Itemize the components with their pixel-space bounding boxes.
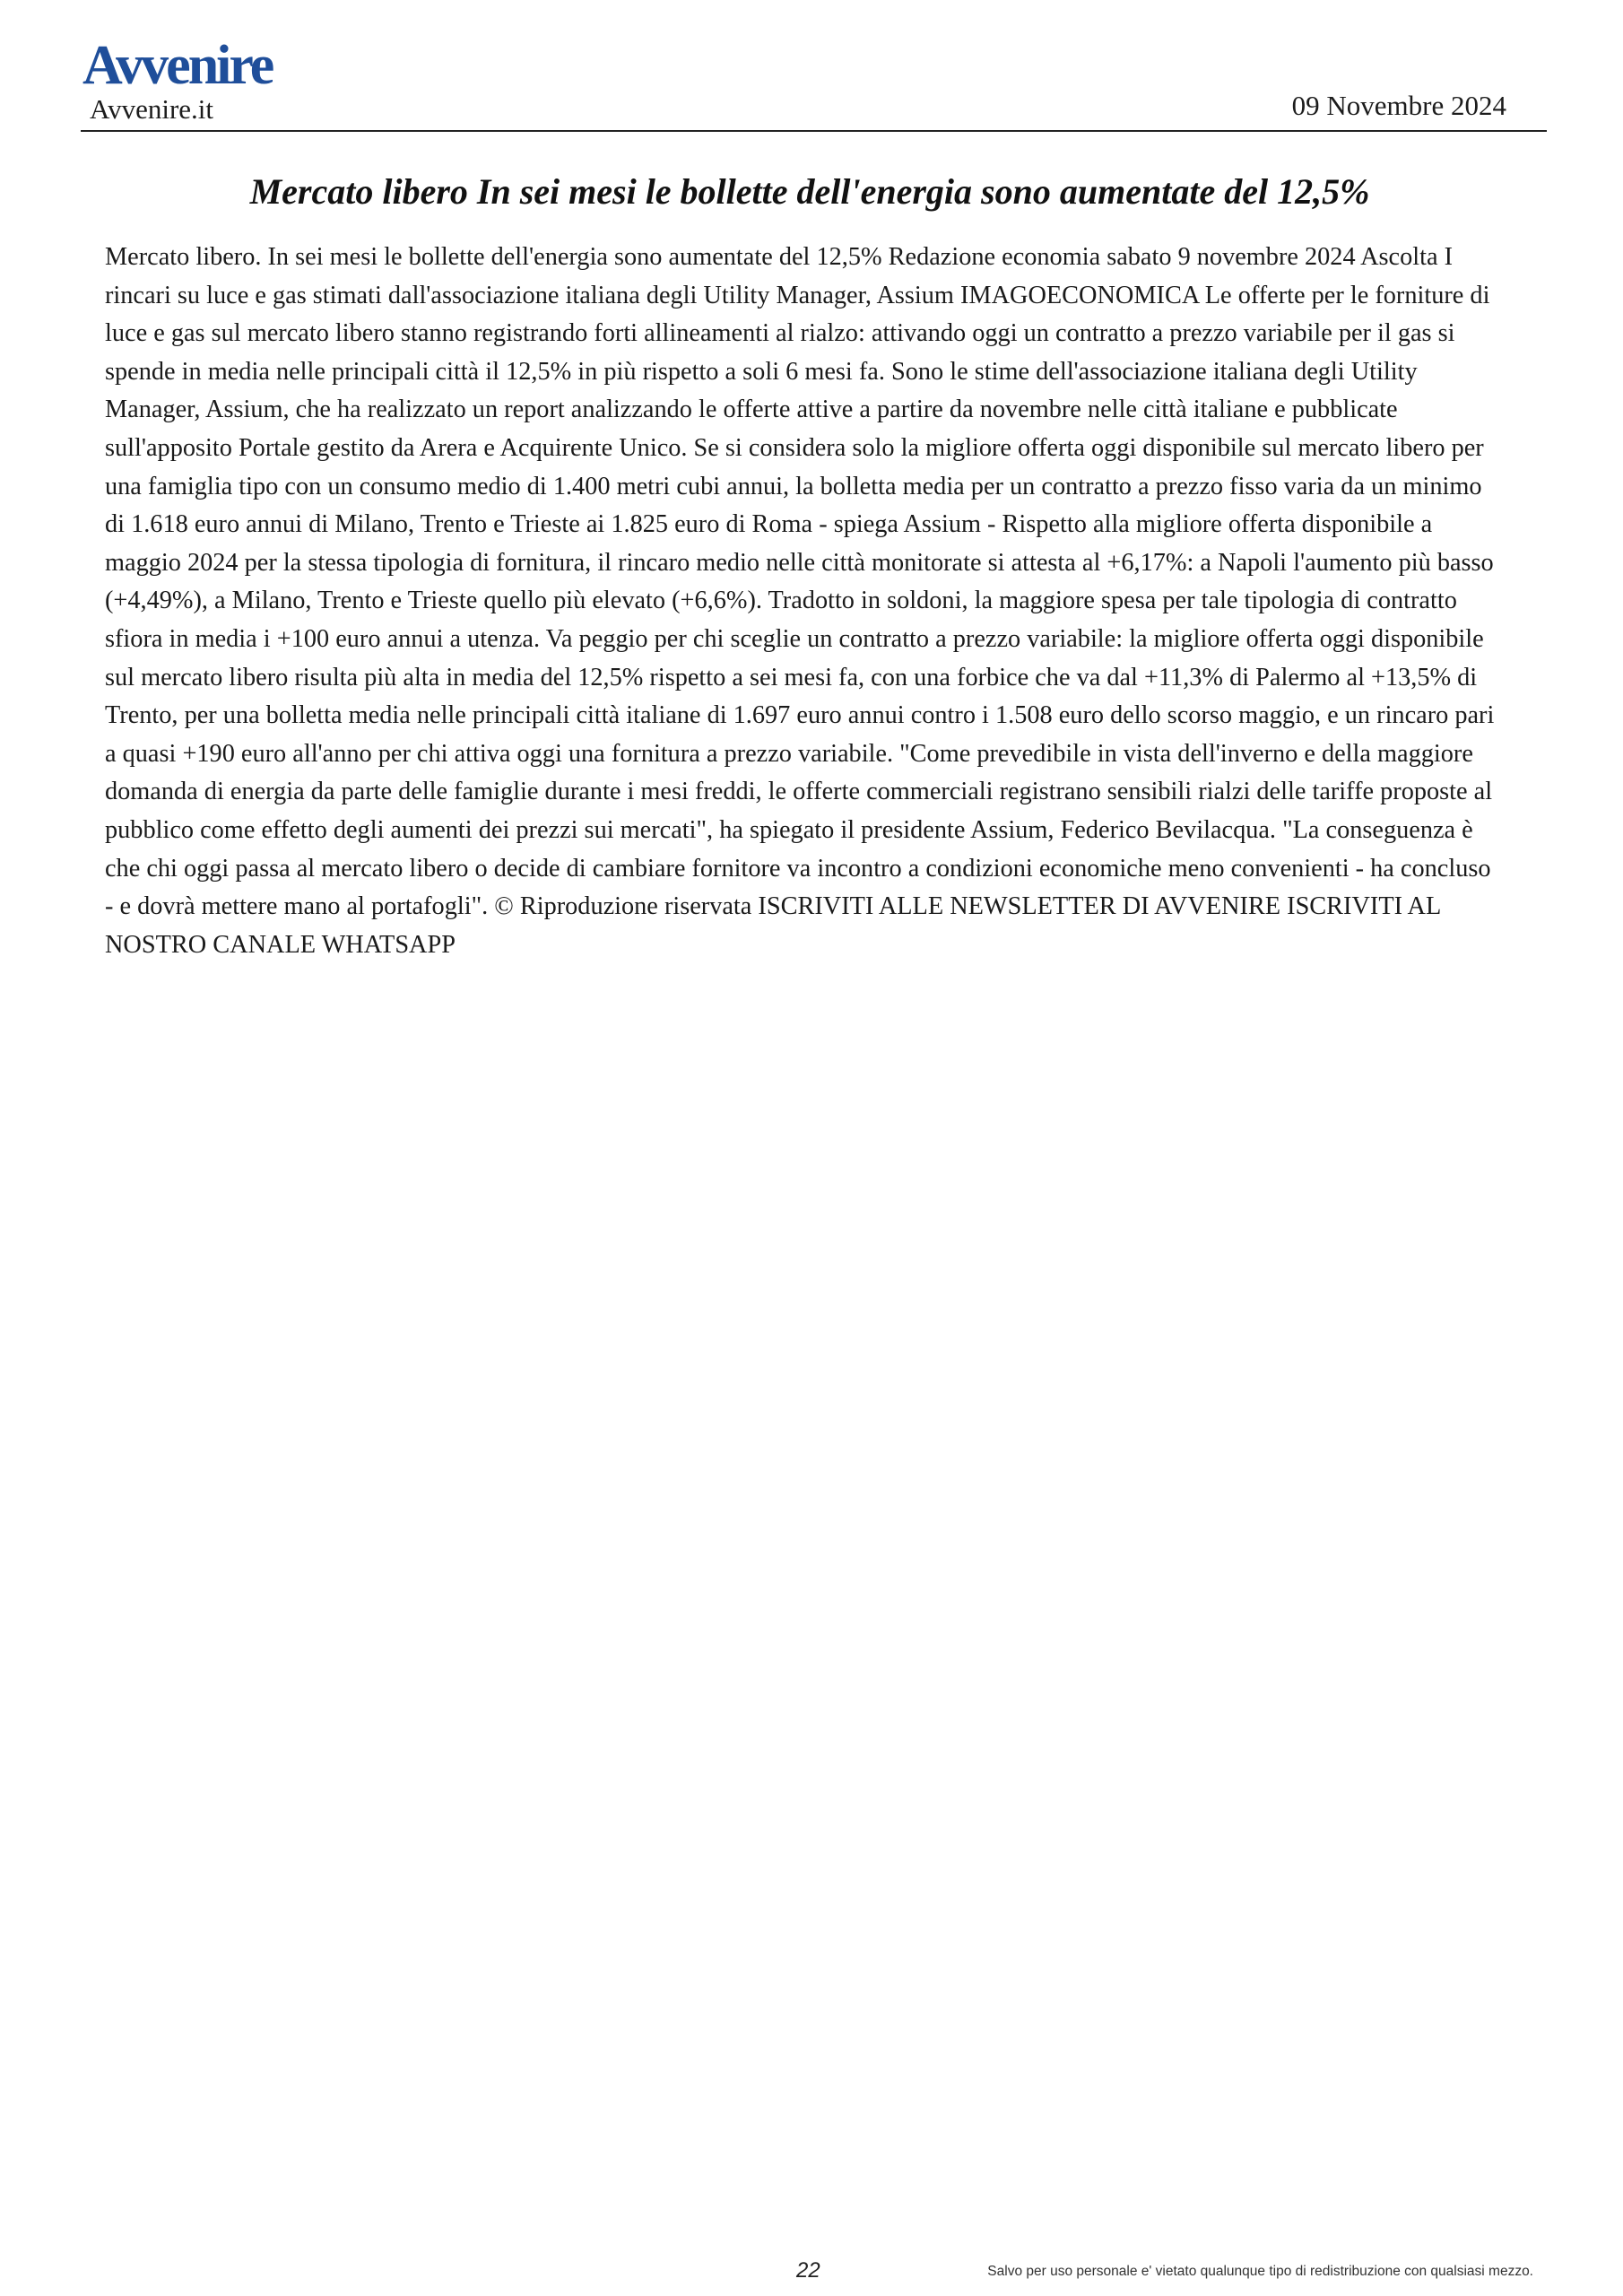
page-number: 22: [796, 2258, 820, 2283]
logo-text: Avvenire: [82, 35, 273, 96]
article-title: Mercato libero In sei mesi le bollette dell'energia sono aumentate del 12,5%: [249, 171, 1370, 212]
publication-date: 09 Novembre 2024: [1291, 90, 1506, 121]
header-divider: [81, 130, 1547, 132]
page-header: [81, 34, 1547, 133]
avvenire-logo[interactable]: [81, 34, 287, 97]
copyright-disclaimer: Salvo per uso personale e' vietato qualunque tipo di redistribuzione con qualsiasi mezzo.: [987, 2264, 1533, 2279]
site-name: Avvenire.it: [90, 93, 214, 125]
article-body: Mercato libero. In sei mesi le bollette dell'energia sono aumentate del 12,5% Redazione economia sabato 9 novembre 2024 Ascolta I rincari su luce e gas stimati dall'associazione italiana degli Utility Manager, Assium IMAGOECONOMICA Le offerte per le forniture di luce e gas sul mercato libero stanno registrando forti allineamenti al rialzo: attivando oggi un contratto a prezzo variabile per il gas si spende in media nelle principali città il 12,5% in più rispetto a soli 6 mesi fa. Sono le stime dell'associazione italiana degli Utility Manager, Assium, che ha realizzato un report analizzando le offerte attive a partire da novembre nelle città italiane e pubblicate sull'apposito Portale gestito da Arera e Acquirente Unico. Se si considera solo la migliore offerta oggi disponibile sul mercato libero per una famiglia tipo con un consumo medio di 1.400 metri cubi annui, la bolletta media per un contratto a prezzo fisso varia da un minimo di 1.618 euro annui di Milano, Trento e Trieste ai 1.825 euro di Roma - spiega Assium - Rispetto alla migliore offerta disponibile a maggio 2024 per la stessa tipologia di fornitura, il rincaro medio nelle città monitorate si attesta al +6,17%: a Napoli l'aumento più basso (+4,49%), a Milano, Trento e Trieste quello più elevato (+6,6%). Tradotto in soldoni, la maggiore spesa per tale tipologia di contratto sfiora in media i +100 euro annui a utenza. Va peggio per chi sceglie un contratto a prezzo variabile: la migliore offerta oggi disponibile sul mercato libero risulta più alta in media del 12,5% rispetto a sei mesi fa, con una forbice che va dal +11,3% di Palermo al +13,5% di Trento, per una bolletta media nelle principali città italiane di 1.697 euro annui contro i 1.508 euro dello scorso maggio, e un rincaro pari a quasi +190 euro all'anno per chi attiva oggi una fornitura a prezzo variabile. "Come prevedibile in vista dell'inverno e della maggiore domanda di energia da parte delle famiglie durante i mesi freddi, le offerte commerciali registrano sensibili rialzi delle tariffe proposte al pubblico come effetto degli aumenti dei prezzi sui mercati", ha spiegato il presidente Assium, Federico Bevilacqua. "La conseguenza è che chi oggi passa al mercato libero o decide di cambiare fornitore va incontro a condizioni economiche meno convenienti - ha concluso - e dovrà mettere mano al portafogli". © Riproduzione riservata ISCRIVITI ALLE NEWSLETTER DI AVVENIRE ISCRIVITI AL NOSTRO CANALE WHATSAPP: [105, 243, 1495, 959]
